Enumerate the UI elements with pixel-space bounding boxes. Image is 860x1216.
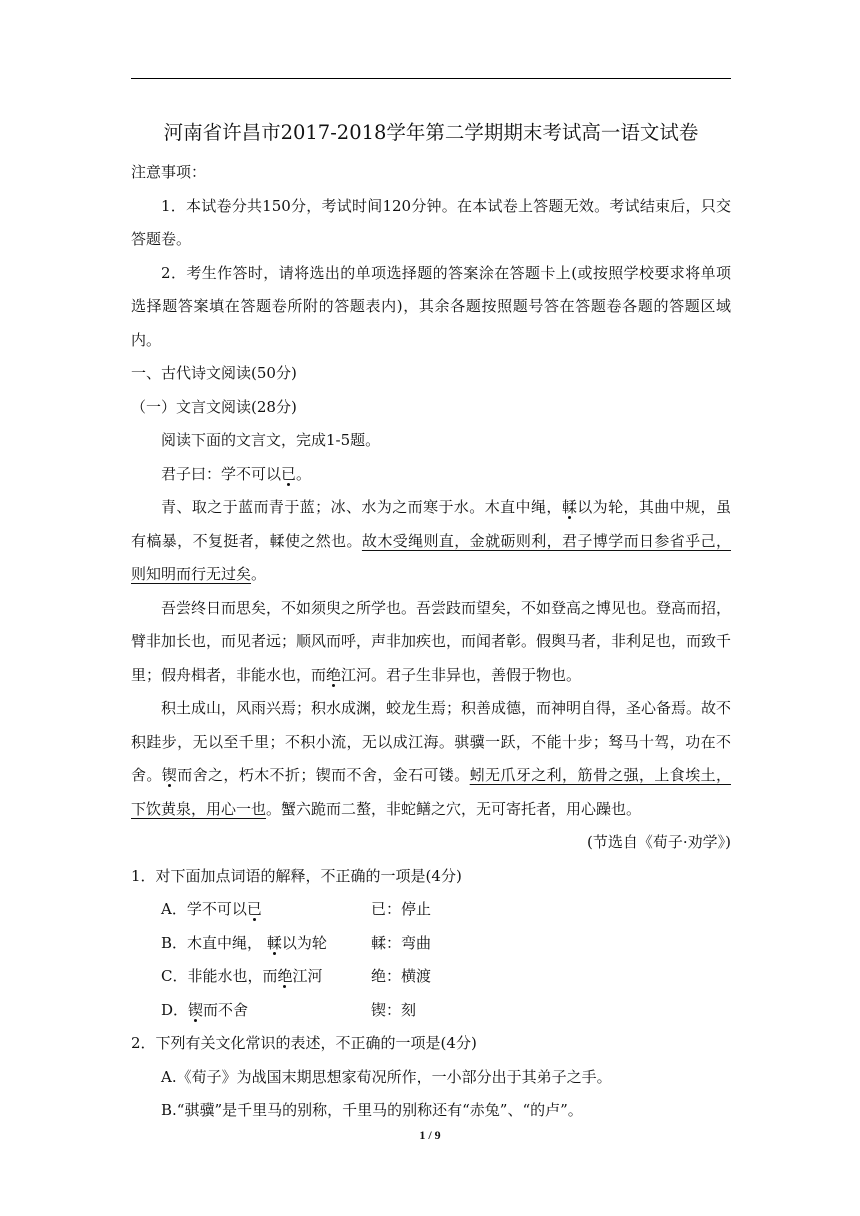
underlined-sentence: 故木受绳则直，金就砺则利，君子博学而日参省乎己，则知明而行无过矣: [131, 531, 731, 583]
dotted-word: 锲: [188, 1000, 204, 1019]
dotted-word: 輮: [266, 933, 282, 952]
question-1-option-d: D．锲而不舍 锲：刻: [131, 994, 731, 1028]
page-title: 河南省许昌市2017-2018学年第二学期期末考试高一语文试卷: [163, 121, 699, 144]
question-2-option-b: B.“骐骥”是千里马的别称，千里马的别称还有“赤兔”、“的卢”。: [161, 1101, 583, 1119]
document-page: [131, 100, 731, 1128]
section-heading: 一、古代诗文阅读(50分): [131, 364, 297, 382]
question-2-option-a: A.《荀子》为战国末期思想家荀况所作，一小部分出于其弟子之手。: [161, 1067, 612, 1086]
question-1-option-a: A．学不可以已 已：停止: [131, 893, 731, 927]
notice-item-1: 1．本试卷分共150分，考试时间120分钟。在本试卷上答题无效。考试结束后，只交答题卷。: [131, 196, 731, 248]
question-1-stem: 1．对下面加点词语的解释，不正确的一项是(4分): [131, 866, 462, 885]
passage-paragraph-1: 君子曰：学不可以已。: [161, 464, 312, 483]
passage-paragraph-4: 积土成山，风雨兴焉；积水成渊，蛟龙生焉；积善成德，而神明自得，圣心备焉。故不积跬步，无以至千里；不积小流，无以成江海。骐骥一跃，不能十步；驽马十驾，功在不舍。锲而舍之，朽木不折；锲而不舍，金石可镂。蚓无爪牙之利，筋骨之强，上食埃土，下饮黄泉，用心一也。蟹六跪而二螯，非蛇鳝之穴，无可寄托者，用心躁也。: [131, 699, 732, 818]
header-rule: [131, 78, 731, 79]
dotted-word: 绝: [277, 967, 293, 985]
dotted-word: 已: [281, 464, 297, 483]
dotted-word: 已: [246, 900, 262, 918]
dotted-word: 輮: [561, 498, 578, 516]
option-explanation: 已：停止: [371, 900, 432, 918]
question-2-stem: 2．下列有关文化常识的表述，不正确的一项是(4分): [131, 1034, 477, 1052]
question-1-option-b: B．木直中绳， 輮以为轮 輮：弯曲: [131, 927, 731, 961]
question-1-option-c: C．非能水也，而绝江河 绝：横渡: [131, 960, 731, 994]
option-explanation: 绝：横渡: [371, 967, 432, 985]
option-explanation: 輮：弯曲: [371, 933, 432, 952]
subsection-heading: （一）文言文阅读(28分): [131, 397, 297, 416]
notice-item-2: 2．考生作答时，请将选出的单项选择题的答案涂在答题卡上(或按照学校要求将单项选择题答案填在答题卷所附的答题表内)，其余各题按照题号答在答题卷各题的答题区域内。: [131, 263, 731, 349]
dotted-word: 绝: [326, 665, 342, 684]
notice-heading: 注意事项：: [131, 163, 207, 181]
reading-instruction: 阅读下面的文言文，完成1-5题。: [161, 431, 381, 449]
passage-paragraph-3: 吾尝终日而思矣，不如须臾之所学也。吾尝跂而望矣，不如登高之博见也。登高而招，臂非加长也，而见者远；顺风而呼，声非加疾也，而闻者彰。假舆马者，非利足也，而致千里；假舟楫者，非能水也，而绝江河。君子生非异也，善假于物也。: [131, 598, 732, 684]
dotted-word: 锲: [161, 766, 178, 784]
passage-source: (节选自《荀子·劝学》): [587, 833, 731, 851]
option-explanation: 锲：刻: [371, 1000, 417, 1019]
underlined-sentence: 蚓无爪牙之利，筋骨之强，上食埃土，下饮黄泉，用心一也: [131, 766, 731, 818]
page-number: 1 / 9: [419, 1128, 441, 1142]
passage-paragraph-2: 青、取之于蓝而青于蓝；冰、水为之而寒于水。木直中绳，輮以为轮，其曲中规，虽有槁暴，不复挺者，輮使之然也。故木受绳则直，金就砺则利，君子博学而日参省乎己，则知明而行无过矣。: [131, 498, 731, 583]
